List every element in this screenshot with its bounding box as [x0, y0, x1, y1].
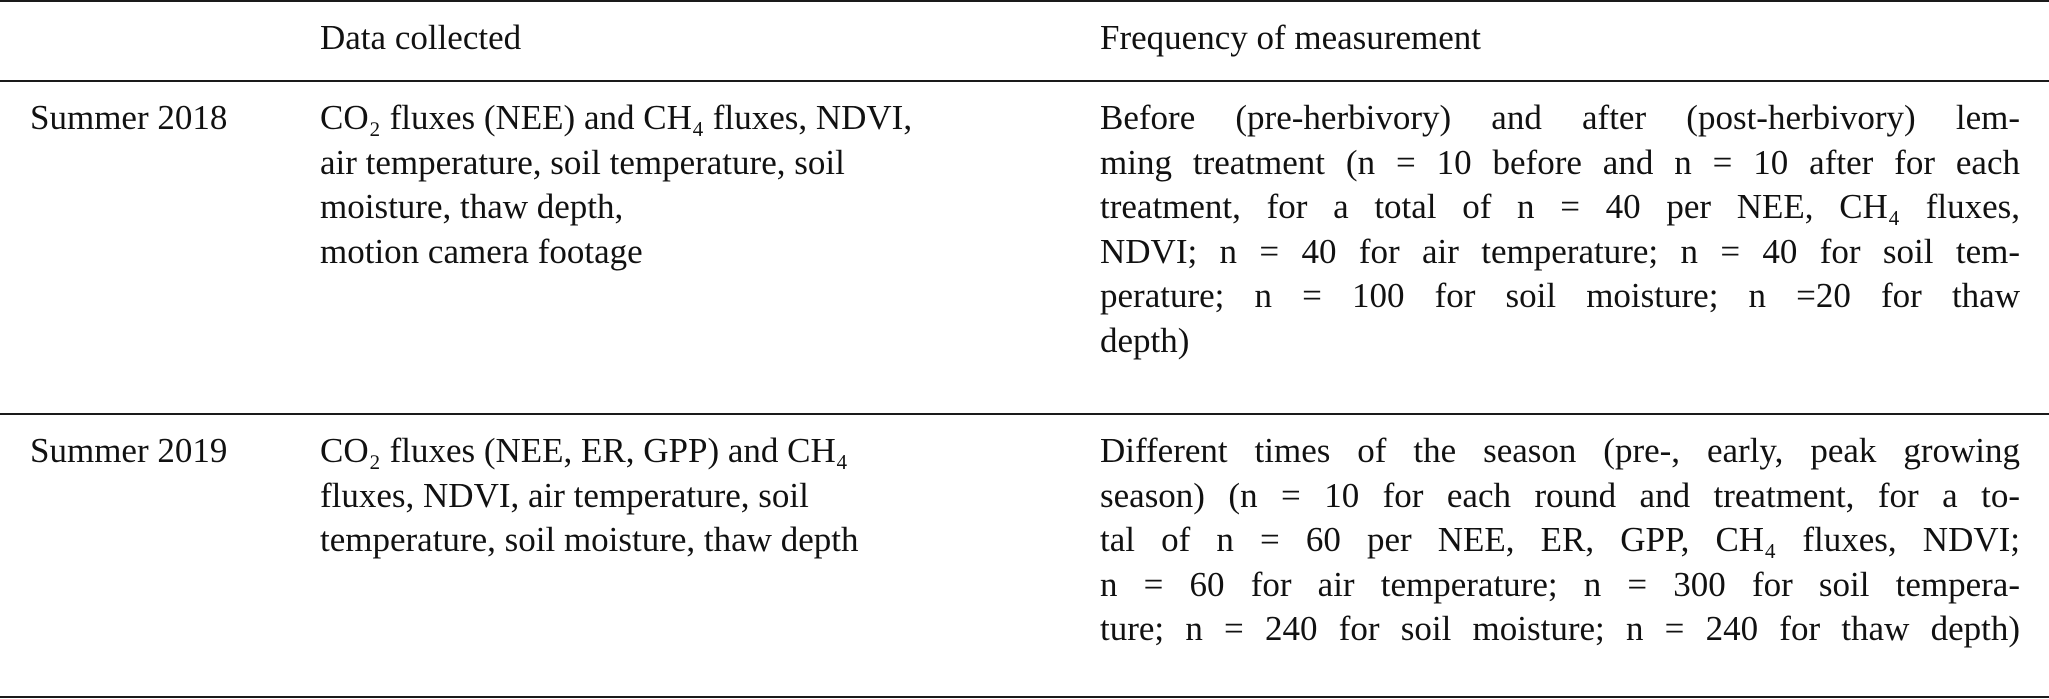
data-line: air temperature, soil temperature, soil: [320, 142, 845, 182]
row-frequency: [1100, 429, 2020, 652]
table-bottom-rule: [0, 696, 2049, 698]
row-frequency: [1100, 96, 2020, 364]
data-line: fluxes, NDVI, air temperature, soil: [320, 475, 809, 515]
data-line: temperature, soil moisture, thaw depth: [320, 520, 859, 560]
data-line: CO₂ fluxes (NEE, ER, GPP) and CH₄: [320, 431, 848, 470]
data-line: moisture, thaw depth,: [320, 187, 624, 227]
header-frequency: Frequency of measurement: [1100, 18, 1481, 57]
frequency-line: Different times of the season (pre-, early, peak growing: [1100, 431, 2020, 470]
frequency-line: depth): [1100, 320, 1190, 360]
row-data-collected: [320, 429, 858, 563]
frequency-line: Before (pre-herbivory) and after (post-herbivory) lem-: [1100, 98, 2020, 137]
frequency-line: tal of n = 60 per NEE, ER, GPP, CH₄ fluxes, NDVI;: [1100, 520, 2020, 560]
header-data-collected: Data collected: [320, 18, 522, 57]
table-header-rule: [0, 80, 2049, 82]
frequency-line: season) (n = 10 for each round and treatment, for a to-: [1100, 475, 2020, 515]
frequency-line: NDVI; n = 40 for air temperature; n = 40 for soil tem-: [1100, 231, 2020, 271]
frequency-line: ture; n = 240 for soil moisture; n = 240 for thaw depth): [1100, 609, 2020, 649]
row-data-collected: [320, 96, 912, 274]
frequency-line: treatment, for a total of n = 40 per NEE, CH₄ fluxes,: [1100, 187, 2020, 227]
data-line: motion camera footage: [320, 231, 643, 271]
frequency-line: perature; n = 100 for soil moisture; n =20 for thaw: [1100, 276, 2020, 316]
row-period: Summer 2019: [30, 431, 228, 470]
table-top-rule: [0, 0, 2049, 2]
row-period: Summer 2018: [30, 98, 228, 137]
frequency-line: n = 60 for air temperature; n = 300 for soil tempera-: [1100, 564, 2020, 604]
data-line: CO₂ fluxes (NEE) and CH₄ fluxes, NDVI,: [320, 98, 913, 137]
table-row-rule: [0, 413, 2049, 415]
frequency-line: ming treatment (n = 10 before and n = 10 after for each: [1100, 142, 2020, 182]
